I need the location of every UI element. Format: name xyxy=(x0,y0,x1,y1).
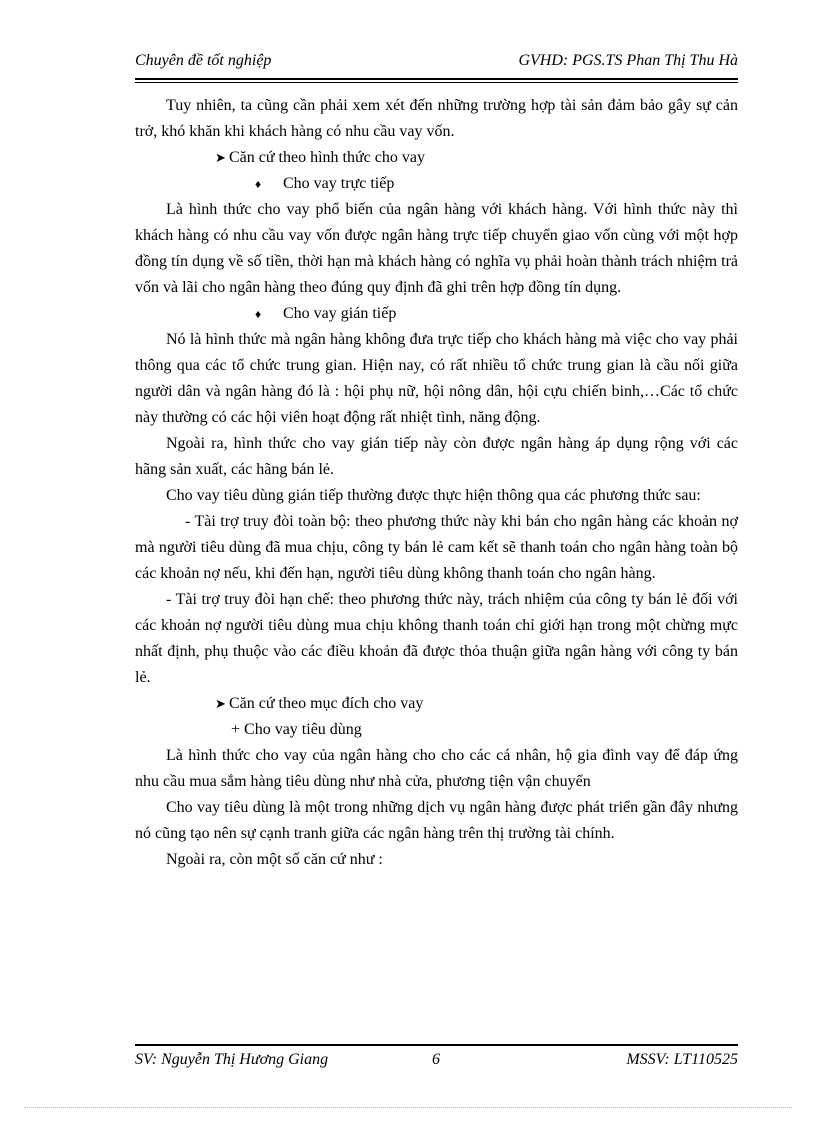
page-body xyxy=(135,93,738,873)
diamond-bullet-icon: ♦ xyxy=(255,307,262,321)
header-advisor: GVHD: PGS.TS Phan Thị Thu Hà xyxy=(518,52,738,69)
paragraph-list-item: - Tài trợ truy đòi hạn chế: theo phương thức này, trách nhiệm của công ty bán lẻ đối với các khoản nợ người tiêu dùng mua chịu không thanh toán chỉ giới hạn trong một chừng mực nhất định, phụ thuộc vào các điều khoản đã được thỏa thuận giữa ngân hàng với công ty bán lẻ. xyxy=(135,591,738,686)
footer-student-id: MSSV: LT110525 xyxy=(626,1051,738,1068)
page-number: 6 xyxy=(432,1051,440,1068)
paragraph: Là hình thức cho vay phổ biến của ngân hàng với khách hàng. Với hình thức này thì khách hàng có nhu cầu vay vốn được ngân hàng trực tiếp chuyển giao vốn cùng với một hợp đồng tín dụng về số tiền, thời hạn mà khách hàng có nghĩa vụ phải hoàn thành trách nhiệm trả vốn và lãi cho ngân hàng theo đúng quy định đã ghi trên hợp đồng tín dụng. xyxy=(135,201,738,296)
header-rule-thin xyxy=(135,82,738,83)
paragraph: Ngoài ra, còn một số căn cứ như : xyxy=(166,851,383,868)
footer-rule xyxy=(135,1044,738,1046)
page-edge-divider xyxy=(24,1107,792,1108)
page-footer xyxy=(135,1049,738,1073)
section-heading: ➤ Căn cứ theo hình thức cho vay xyxy=(135,145,738,171)
paragraph: Là hình thức cho vay của ngân hàng cho cho các cá nhân, hộ gia đình vay để đáp ứng nhu cầu mua sắm hàng tiêu dùng như nhà cửa, phương tiện vận chuyển xyxy=(135,747,738,790)
footer-student: SV: Nguyễn Thị Hương Giang xyxy=(135,1051,329,1068)
section-heading: ➤ Căn cứ theo mục đích cho vay xyxy=(135,691,738,717)
paragraph: Cho vay tiêu dùng là một trong những dịch vụ ngân hàng được phát triển gần đây nhưng nó cũng tạo nên sự cạnh tranh giữa các ngân hàng trên thị trường tài chính. xyxy=(135,799,738,842)
arrow-bullet-icon: ➤ xyxy=(215,696,226,711)
diamond-bullet-icon: ♦ xyxy=(255,177,262,191)
subsection-heading: + Cho vay tiêu dùng xyxy=(231,721,362,738)
paragraph: Cho vay tiêu dùng gián tiếp thường được thực hiện thông qua các phương thức sau: xyxy=(166,487,701,504)
paragraph: Tuy nhiên, ta cũng cần phải xem xét đến những trường hợp tài sản đảm bảo gây sự cản trở, khó khăn khi khách hàng có nhu cầu vay vốn. xyxy=(135,97,738,140)
page-header xyxy=(135,50,738,76)
subsection-heading: ♦ Cho vay trực tiếp xyxy=(135,171,738,197)
arrow-bullet-icon: ➤ xyxy=(215,150,226,165)
header-title: Chuyên đề tốt nghiệp xyxy=(135,52,272,69)
subsection-heading: ♦ Cho vay gián tiếp xyxy=(135,301,738,327)
paragraph: Nó là hình thức mà ngân hàng không đưa trực tiếp cho khách hàng mà việc cho vay phải thông qua các tổ chức trung gian. Hiện nay, có rất nhiều tổ chức trung gian là cầu nối giữa người dân và ngân hàng đó là : hội phụ nữ, hội nông dân, hội cựu chiến binh,…Các tổ chức này thường có các hội viên hoạt động rất nhiệt tình, năng động. xyxy=(135,331,738,426)
paragraph: Ngoài ra, hình thức cho vay gián tiếp này còn được ngân hàng áp dụng rộng với các hãng sản xuất, các hãng bán lẻ. xyxy=(135,435,738,478)
paragraph-list-item: - Tài trợ truy đòi toàn bộ: theo phương thức này khi bán cho ngân hàng các khoản nợ mà người tiêu dùng đã mua chịu, công ty bán lẻ cam kết sẽ thanh toán cho ngân hàng toàn bộ các khoản nợ nếu, khi đến hạn, người tiêu dùng không thanh toán cho ngân hàng. xyxy=(135,513,738,582)
header-rule xyxy=(135,78,738,80)
